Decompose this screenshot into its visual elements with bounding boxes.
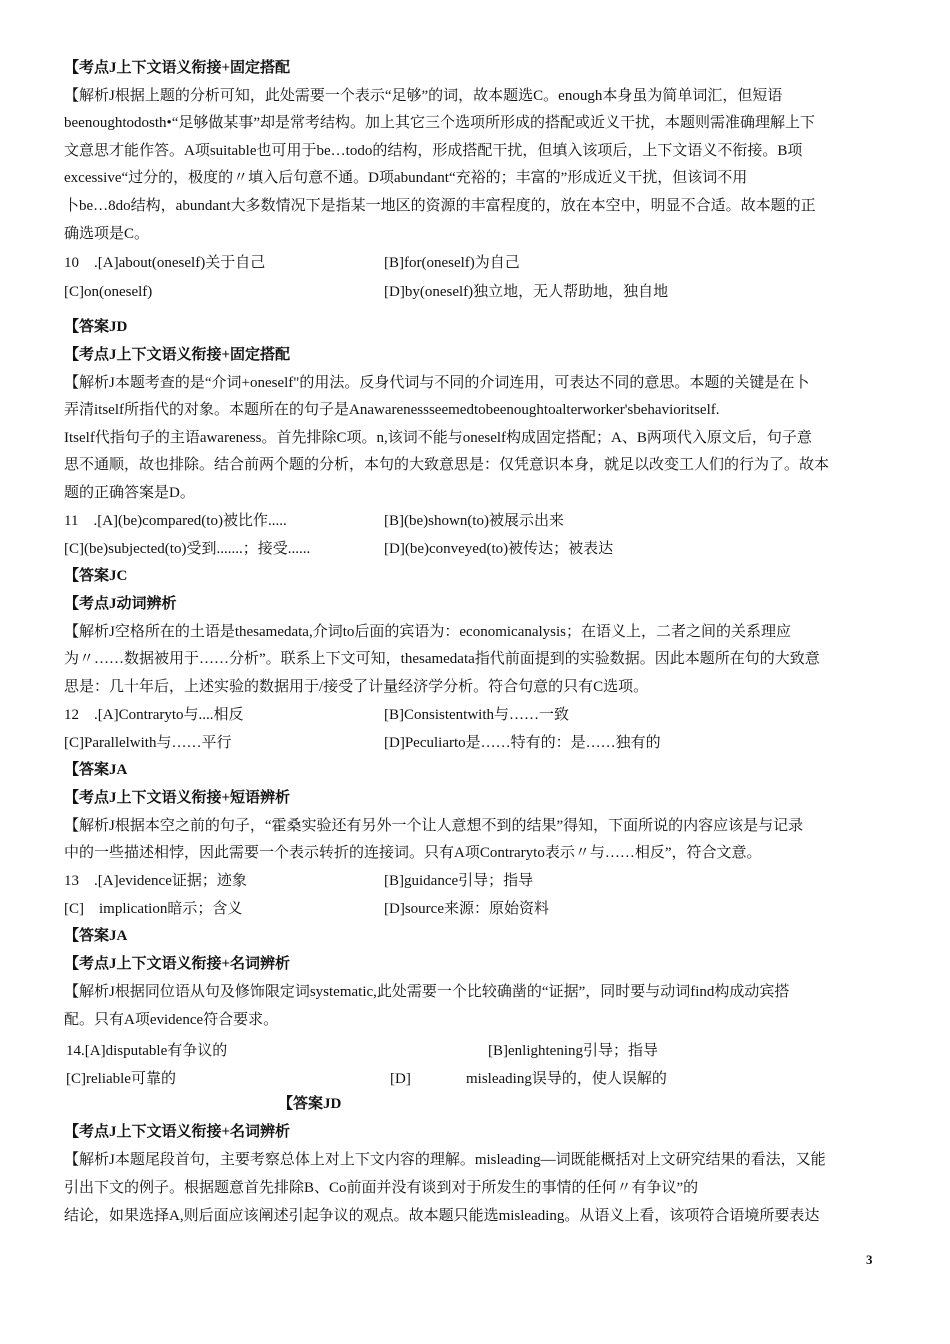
jiexi-line: 【解析J根据同位语从句及修饰限定词systematic,此处需要一个比较确凿的“证据”，同时要与动词find构成动宾搭 <box>64 984 790 1000</box>
jiexi-line: 中的一些描述相悖，因此需要一个表示转折的连接词。只有A项Contraryto表示〃与……相反”，符合文意。 <box>64 845 762 861</box>
option-b: [B](be)shown(to)被展示出来 <box>384 513 564 529</box>
jiexi-line: 【解析J本题考查的是“介词+oneself"的用法。反身代词与不同的介词连用，可表达不同的意思。本题的关键是在卜 <box>64 375 810 391</box>
option-c: [C]reliable可靠的 <box>66 1071 176 1087</box>
option-d: [D](be)conveyed(to)被传达；被表达 <box>384 541 614 557</box>
option-a: 11 .[A](be)compared(to)被比作..... <box>64 513 287 529</box>
kaodian-heading: 【考点J上下文语义衔接+名词辨析 <box>64 956 291 972</box>
jiexi-line: 卜be…8do结构，abundant大多数情况下是指某一地区的资源的丰富程度的，放在本空中，明显不合适。故本题的正 <box>64 198 816 214</box>
option-d: [D]Peculiarto是……特有的：是……独有的 <box>384 735 661 751</box>
jiexi-line: 弄清itself所指代的对象。本题所在的句子是Anawarenessseemedtobeenoughtoalterworker'sbehavioritself. <box>64 402 720 418</box>
answer-heading: 【答案JD <box>278 1096 342 1112</box>
option-b: [B]for(oneself)为自己 <box>384 255 520 271</box>
answer-heading: 【答案JC <box>64 568 128 584</box>
jiexi-line: 思不通顺，故也排除。结合前两个题的分析，本句的大致意思是：仅凭意识本身，就足以改变工人们的行为了。故本 <box>64 457 830 473</box>
jiexi-line: 引出下文的例子。根据题意首先排除B、Co前面并没有谈到对于所发生的事情的任何〃有争议”的 <box>64 1180 699 1196</box>
option-c: [C]on(oneself) <box>64 284 153 300</box>
option-b: [B]enlightening引导；指导 <box>488 1043 658 1059</box>
option-a: 14.[A]disputable有争议的 <box>66 1043 228 1059</box>
jiexi-line: 【解析J根据本空之前的句子，“霍桑实验还有另外一个让人意想不到的结果”得知，下面所说的内容应该是与记录 <box>64 818 804 834</box>
option-d-label: [D] <box>390 1071 411 1087</box>
jiexi-line: 【解析J空格所在的土语是thesamedata,介词to后面的宾语为：economicanalysis；在语义上，二者之间的关系理应 <box>64 624 792 640</box>
option-a: 13 .[A]evidence证据；迹象 <box>64 873 247 889</box>
jiexi-line: 结论，如果选择A,则后面应该阐述引起争议的观点。故本题只能选misleading。从语义上看，该项符合语境所要表达 <box>64 1208 820 1224</box>
jiexi-line: beenoughtodosth•“足够做某事”却是常考结构。加上其它三个选项所形成的搭配或近义干扰，本题则需准确理解上下 <box>64 115 816 131</box>
option-d: [D]by(oneself)独立地，无人帮助地，独自地 <box>384 284 669 300</box>
kaodian-heading: 【考点J动词辨析 <box>64 596 177 612</box>
option-c: [C] implication暗示；含义 <box>64 901 243 917</box>
kaodian-heading: 【考点J上下文语义衔接+固定搭配 <box>64 347 291 363</box>
option-d: [D]source来源：原始资料 <box>384 901 549 917</box>
kaodian-heading: 【考点J上下文语义衔接+短语辨析 <box>64 790 291 806</box>
kaodian-heading: 【考点J上下文语义衔接+名词辨析 <box>64 1124 291 1140</box>
jiexi-line: 题的正确答案是D。 <box>64 485 195 501</box>
option-c: [C]Parallelwith与……平行 <box>64 735 232 751</box>
jiexi-line: 文意思才能作答。A项suitable也可用于be…todo的结构，形成搭配干扰，但填入该项后，上下文语义不衔接。B项 <box>64 143 803 159</box>
page-number: 3 <box>866 1252 873 1267</box>
option-d-text: misleading误导的，使人误解的 <box>466 1071 667 1087</box>
jiexi-line: 【解析J根据上题的分析可知，此处需要一个表示“足够”的词，故本题选C。enough本身虽为简单词汇，但短语 <box>64 88 783 104</box>
kaodian-heading: 【考点J上下文语义衔接+固定搭配 <box>64 60 291 76</box>
option-a: 12 .[A]Contraryto与....相反 <box>64 707 244 723</box>
jiexi-line: 【解析J本题尾段首句，主要考察总体上对上下文内容的理解。misleading—词既能概括对上文研究结果的看法，又能 <box>64 1152 826 1168</box>
answer-heading: 【答案JA <box>64 762 128 778</box>
jiexi-line: excessive“过分的，极度的〃填入后句意不通。D项abundant“充裕的；丰富的”形成近义干扰，但该词不用 <box>64 170 748 186</box>
answer-heading: 【答案JD <box>64 319 128 335</box>
jiexi-line: Itself代指句子的主语awareness。首先排除C项。n,该词不能与oneself构成固定搭配；A、B两项代入原文后，句子意 <box>64 430 812 446</box>
jiexi-line: 思是：几十年后，上述实验的数据用于/接受了计量经济学分析。符合句意的只有C选项。 <box>64 679 649 695</box>
jiexi-line: 配。只有A项evidence符合要求。 <box>64 1012 279 1028</box>
option-c: [C](be)subjected(to)受到.......；接受...... <box>64 541 311 557</box>
answer-heading: 【答案JA <box>64 928 128 944</box>
option-b: [B]guidance引导；指导 <box>384 873 534 889</box>
option-a: 10 .[A]about(oneself)关于自己 <box>64 255 266 271</box>
option-b: [B]Consistentwith与……一致 <box>384 707 570 723</box>
jiexi-line: 为〃……数据被用于……分析”。联系上下文可知，thesamedata指代前面提到的实验数据。因此本题所在句的大致意 <box>64 651 820 667</box>
jiexi-line: 确选项是C。 <box>64 226 150 242</box>
